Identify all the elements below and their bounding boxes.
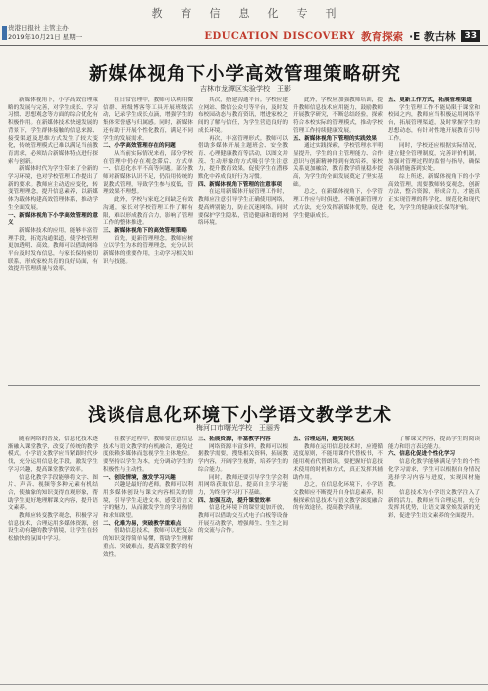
section-heading: 二、小学高效管理存在的问题 <box>103 143 176 150</box>
section-heading: 二、化难为易，突破教学重难点 <box>103 520 182 527</box>
section-heading: 五、更新工作方式，拓展管理渠道 <box>388 97 472 103</box>
section-heading: 五、新媒体视角下管理的实践效果 <box>293 135 377 142</box>
paragraph: 教师应转变教学观念，积极学习信息技术，合理运用多媒体资源，创设生动有趣的教学情境，让学生在轻松愉快的氛围中学习。 <box>8 513 98 543</box>
paragraph: 兴趣是最好的老师。教师可以利用多媒体创设与课文内容相关的情境，引导学生走进文本，感受语言文字的魅力，从而激发学生的学习热情和求知欲望。 <box>103 482 193 520</box>
footer-rule <box>0 684 488 685</box>
masthead-char: 息 <box>238 7 250 20</box>
section-heading: 三、新媒体视角下的高效管理策略 <box>103 227 187 234</box>
paragraph: 从当前实际情况来看，部分学校在管理中仍存在观念滞后、方式单一、信息化水平不高等问题。部分教师对新媒体认识不足，仍沿用传统的说教式管理，导致学生参与度低，管理效果不理想。 <box>103 150 193 196</box>
article1-column <box>8 97 98 379</box>
masthead <box>0 2 488 24</box>
header-rule <box>0 45 488 46</box>
paragraph: 信息化教学手段能够将文字、图片、声音、视频等多种元素有机结合，使抽象的知识变得直观形象，帮助学生更好地理解课文内容，提升语文素养。 <box>8 474 98 512</box>
banner-sub: ·E 教古林 <box>409 30 456 43</box>
article1-byline: 吉林市龙潭区实验学校 王影 <box>200 85 291 93</box>
banner-section: 教育探索 <box>361 30 404 43</box>
paper-name: 贵港日报社 主管主办 <box>8 24 69 32</box>
section-heading: 五、合理运用，避免误区 <box>293 436 355 442</box>
paragraph: 了解课文内容，提高学生的阅读能力和语言表达能力。 <box>388 436 480 450</box>
paragraph: 同时，学校还应根据实际情况，建立健全管理制度，完善评价机制，加强对管理过程的监督与指导，确保各项措施落到实处。 <box>388 143 480 173</box>
paragraph: 此外，学校应加强教师培训，提升教师信息技术应用能力，鼓励教师开展教学研究，不断总结经验，探索符合本校实际的管理模式，推动学校管理工作持续健康发展。 <box>293 97 383 134</box>
paragraph: 综上所述，新媒体视角下的小学高效管理，需要教师转变观念，创新方法，整合资源，形成合力，才能真正实现管理的科学化、规范化和现代化，为学生的健康成长保驾护航。 <box>388 174 480 211</box>
masthead-char: 育 <box>180 7 192 20</box>
paragraph: 学生管理工作不能局限于课堂和校园之内，教师应当积极运用网络平台，拓展管理渠道，及时掌握学生的思想动态，有针对性地开展教育引导工作。 <box>388 104 480 142</box>
paragraph: 通过实践探索，学校管理水平明显提升，学生的自主管理能力、合作意识与创新精神得到有效培养，家校关系更加融洽，教育教学质量稳步提高，为学生的全面发展奠定了坚实基础。 <box>293 143 383 188</box>
section-banner <box>178 29 480 43</box>
section-heading: 三、拓展资源，丰富教学内容 <box>198 436 271 442</box>
paragraph: 其次，搭建沟通平台。学校应建立网站、微信公众号等平台，及时发布校园动态与教育资讯，增进家校之间的了解与信任，为学生营造良好的成长环境。 <box>198 97 288 134</box>
paragraph: 信息技术为小学语文教学注入了新的活力，教师应当合理运用，充分发挥其优势，让语文课堂焕发新的光彩，促进学生语文素养的全面提升。 <box>388 489 480 520</box>
paragraph: 新媒体技术的应用，能够丰富管理手段，拓宽沟通渠道，使学校管理更加透明、高效。教师可以借助网络平台及时发布信息，与家长保持密切联系，形成家校共育的良好局面，有效提升管理质量与效率。 <box>8 227 98 273</box>
masthead-char: 化 <box>267 7 279 20</box>
paragraph: 教师在运用信息技术时，应遵循适度原则，不能用课件代替板书，不能用观看代替朗读，要把握好信息技术使用的时机和方式，真正发挥其辅助作用。 <box>293 443 383 481</box>
logo-mark <box>2 26 7 40</box>
paragraph: 首先，更新管理理念。教师应树立以学生为本的管理理念，充分认识新媒体的重要作用，主动学习相关知识与技能。 <box>103 235 193 265</box>
masthead-char: 刊 <box>325 7 337 20</box>
section-heading: 四、加强互动，提升课堂效率 <box>198 497 271 504</box>
article1-column <box>198 97 288 379</box>
masthead-char: 信 <box>209 7 221 20</box>
paragraph: 在教学过程中，教师要注意信息技术与语文教学的有机融合，避免过度依赖多媒体而忽视学生主体地位。要坚持以学生为本，充分调动学生的积极性与主动性。 <box>103 436 193 473</box>
paragraph: 信息化环境下的课堂更加开放，教师可以借助交互式电子白板等设备开展互动教学，增强师生、生生之间的交流与合作。 <box>198 505 288 535</box>
paragraph: 新媒体时代为学生带来了全新的学习环境，也对学校管理工作提出了新的要求。教师应主动适应变化，转变管理理念，提升信息素养，以新媒体为载体构建高效管理体系，推动学生全面发展。 <box>8 166 98 211</box>
section-heading: 一、新媒体视角下小学高效管理的意义 <box>8 212 98 227</box>
paragraph: 总之，在新媒体视角下，小学管理工作应与时俱进，不断创新管理方式方法，充分发挥新媒体优势，促进学生健康成长。 <box>293 189 383 219</box>
section-heading: 一、创设情境，激发学习兴趣 <box>103 474 176 481</box>
article2-column <box>103 436 193 682</box>
paragraph: 同时，教师还要引导学生学会利用网络获取信息，提高自主学习能力，为终身学习打下基础。 <box>198 474 288 496</box>
paragraph: 信息化教学能够满足学生的个性化学习需求，学生可以根据自身情况选择学习内容与进度，实现因材施教。 <box>388 459 480 489</box>
paragraph: 此外，学校与家庭之间缺乏有效沟通，家长对学校管理工作了解有限，难以形成教育合力，影响了管理工作的整体推进。 <box>103 197 193 227</box>
article2-byline: 梅河口市曙光学校 王丽秀 <box>196 424 280 432</box>
page-number: 33 <box>461 30 480 42</box>
paragraph: 总之，在信息化环境下，小学语文教师应不断提升自身信息素养，积极探索信息技术与语文教学深度融合的有效途径，提高教学质量。 <box>293 482 383 512</box>
paragraph: 随着网络的普及，信息化技术逐渐融入课堂教学，改变了传统的教学模式。小学语文教学应当紧跟时代步伐，充分运用信息化手段，激发学生学习兴趣，提高课堂教学效率。 <box>8 436 98 473</box>
masthead-char: 专 <box>296 7 308 20</box>
paragraph: 在日常管理中，教师可以利用微信群、班级博客等工具开展班级活动，记录学生成长点滴，增强学生的集体荣誉感与归属感。同时，新媒体还有助于开展个性化教育，满足不同学生的发展需求。 <box>103 97 193 142</box>
article-divider <box>8 385 480 386</box>
paragraph: 网络资源丰富多样，教师可以根据教学需要，搜集相关资料，拓展教学内容，开阔学生视野，培养学生的综合能力。 <box>198 443 288 473</box>
article1-column <box>293 97 383 379</box>
article1-column <box>103 97 193 379</box>
section-heading: 六、信息化促进个性化学习 <box>388 451 456 458</box>
article1-title: 新媒体视角下小学高效管理策略研究 <box>88 64 401 85</box>
paragraph: 再次，丰富管理形式。教师可以借助多媒体开展主题班会、安全教育、心理健康教育等活动，以图文并茂、生动形象的方式吸引学生注意力，提升教育效果，促使学生在潜移默化中养成良好行为习惯。 <box>198 135 288 181</box>
issue-meta <box>8 24 168 42</box>
paragraph: 新媒体视角下，小学高效管理策略的发展与完善，对学生成长、学习习惯、思想观念等方面的综合优化有积极作用。在新媒体技术快速发展的背景下，学生群体接触的信息来源、接受渠道及思维方式发生了较大变化，传统管理模式已难以满足当前教育需求，必须结合新媒体特点进行探索与创新。 <box>8 97 98 165</box>
article2-column <box>388 436 480 682</box>
paragraph: 借助信息技术，教师可以把复杂的知识变得简单易懂，帮助学生理解重点、突破难点，提高课堂教学的有效性。 <box>103 528 193 558</box>
banner-english: EDUCATION DISCOVERY <box>204 30 356 42</box>
issue-date: 2019年10月21日 星期一 <box>8 33 83 41</box>
article1-column <box>388 97 480 379</box>
article2-column <box>293 436 383 682</box>
paragraph: 在运用新媒体开展管理工作时，教师应注意引导学生正确使用网络，提高辨别能力，防止沉迷网络。同时要保护学生隐私，营造健康和谐的网络环境。 <box>198 189 288 227</box>
article2-title: 浅谈信息化环境下小学语文教学艺术 <box>88 405 392 426</box>
section-heading: 四、新媒体视角下管理的注意事项 <box>198 181 282 188</box>
masthead-char: 教 <box>151 7 163 20</box>
article2-column <box>8 436 98 682</box>
article2-column <box>198 436 288 682</box>
